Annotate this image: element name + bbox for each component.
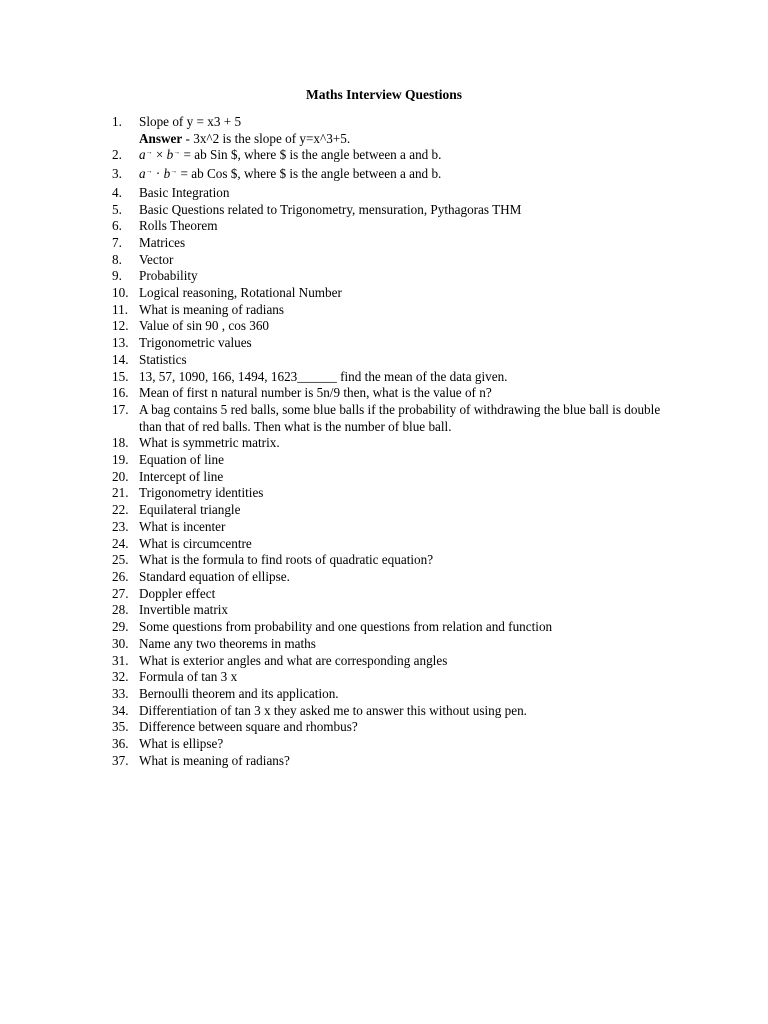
item-number: 20. — [112, 468, 129, 484]
item-text: 13, 57, 1090, 166, 1494, 1623______ find the mean of the data given. — [139, 368, 508, 384]
list-item-6 — [112, 218, 672, 235]
list-item-18 — [112, 435, 672, 452]
item-text: Value of sin 90 , cos 360 — [139, 318, 270, 334]
list-item-1 — [112, 114, 672, 131]
answer-line — [112, 131, 672, 148]
item-number: 26. — [112, 568, 129, 584]
item-number: 34. — [112, 702, 129, 718]
list-item-17 — [112, 402, 672, 435]
list-item-32 — [112, 669, 672, 686]
item-number: 8. — [112, 251, 122, 267]
item-number: 32. — [112, 669, 129, 685]
list-item-9 — [112, 268, 672, 285]
answer-text: - 3x^2 is the slope of y=x^3+5. — [182, 130, 351, 146]
item-text: Invertible matrix — [139, 602, 228, 618]
item-number: 16. — [112, 385, 129, 401]
list-item-10 — [112, 285, 672, 302]
item-number: 29. — [112, 619, 129, 635]
item-number: 28. — [112, 602, 129, 618]
item-number: 9. — [112, 268, 122, 284]
item-text: Vector — [139, 251, 174, 267]
item-text: Trigonometry identities — [139, 485, 264, 501]
list-item-35 — [112, 719, 672, 736]
item-text: Trigonometric values — [139, 335, 252, 351]
item-text: Statistics — [139, 351, 187, 367]
vector-a: a→ — [139, 166, 153, 182]
list-item-21 — [112, 485, 672, 502]
item-number: 17. — [112, 401, 129, 417]
list-item-37 — [112, 753, 672, 770]
list-item-31 — [112, 653, 672, 670]
item-text: Logical reasoning, Rotational Number — [139, 285, 342, 301]
list-item-15 — [112, 369, 672, 386]
item-number: 4. — [112, 184, 122, 200]
item-number: 35. — [112, 719, 129, 735]
answer-label: Answer — [139, 130, 183, 146]
item-text: What is meaning of radians? — [139, 752, 290, 768]
list-item-34 — [112, 703, 672, 720]
item-text: Doppler effect — [139, 585, 216, 601]
item-text: Probability — [139, 268, 198, 284]
list-item-8 — [112, 252, 672, 269]
cross-operator: × — [155, 147, 164, 163]
item-number: 27. — [112, 585, 129, 601]
question-list — [112, 114, 672, 769]
item-text: Slope of y = x3 + 5 — [139, 114, 242, 129]
item-number: 33. — [112, 685, 129, 701]
item-text: = ab Sin $, where $ is the angle between a and b. — [183, 147, 442, 163]
item-text: Basic Integration — [139, 184, 230, 200]
list-item-30 — [112, 636, 672, 653]
item-number: 23. — [112, 518, 129, 534]
item-text: Bernoulli theorem and its application. — [139, 685, 339, 701]
list-item-24 — [112, 536, 672, 553]
item-number: 36. — [112, 736, 129, 752]
item-number: 3. — [112, 166, 122, 182]
list-item-36 — [112, 736, 672, 753]
list-item-33 — [112, 686, 672, 703]
item-number: 19. — [112, 452, 129, 468]
vector-b: b→ — [166, 147, 181, 163]
list-item-3 — [112, 166, 672, 185]
item-number: 2. — [112, 147, 122, 163]
item-text: Intercept of line — [139, 468, 224, 484]
item-number: 7. — [112, 234, 122, 250]
list-item-19 — [112, 452, 672, 469]
item-number: 15. — [112, 368, 129, 384]
item-number: 18. — [112, 435, 129, 451]
item-number: 22. — [112, 502, 129, 518]
list-item-20 — [112, 469, 672, 486]
list-item-12 — [112, 318, 672, 335]
list-item-4 — [112, 185, 672, 202]
item-text: Mean of first n natural number is 5n/9 then, what is the value of n? — [139, 385, 492, 401]
item-text: What is the formula to find roots of quadratic equation? — [139, 552, 434, 568]
item-number: 13. — [112, 335, 129, 351]
list-item-16 — [112, 385, 672, 402]
list-item-25 — [112, 552, 672, 569]
list-item-29 — [112, 619, 672, 636]
item-number: 10. — [112, 285, 129, 301]
item-text: Matrices — [139, 234, 186, 250]
item-text: What is meaning of radians — [139, 301, 285, 317]
item-number: 12. — [112, 318, 129, 334]
item-text: Difference between square and rhombus? — [139, 719, 358, 735]
list-item-27 — [112, 586, 672, 603]
item-text: Standard equation of ellipse. — [139, 568, 290, 584]
list-item-13 — [112, 335, 672, 352]
item-text: Equation of line — [139, 452, 224, 468]
item-text: Formula of tan 3 x — [139, 669, 238, 685]
page-title: Maths Interview Questions — [306, 87, 462, 102]
item-text: What is circumcentre — [139, 535, 252, 551]
item-number: 37. — [112, 752, 129, 768]
item-number: 25. — [112, 552, 129, 568]
list-item-5 — [112, 202, 672, 219]
vector-a: a→ — [139, 147, 153, 163]
item-text: Basic Questions related to Trigonometry, mensuration, Pythagoras THM — [139, 201, 522, 217]
item-text: A bag contains 5 red balls, some blue balls if the probability of withdrawing the blue ball is double than that of red balls. Then what is the number of blue ball. — [139, 401, 661, 434]
dot-operator: · — [155, 166, 161, 182]
item-text: Differentiation of tan 3 x they asked me to answer this without using pen. — [139, 702, 527, 718]
item-text: = ab Cos $, where $ is the angle between a and b. — [180, 166, 442, 182]
item-text: What is ellipse? — [139, 736, 224, 752]
list-item-23 — [112, 519, 672, 536]
item-number: 6. — [112, 218, 122, 234]
list-item-22 — [112, 502, 672, 519]
item-text: Equilateral triangle — [139, 502, 241, 518]
list-item-28 — [112, 602, 672, 619]
item-text: Rolls Theorem — [139, 218, 218, 234]
vector-b: b→ — [163, 166, 178, 182]
item-number: 11. — [112, 301, 128, 317]
item-text: What is incenter — [139, 518, 226, 534]
item-number: 31. — [112, 652, 129, 668]
item-number: 1. — [112, 114, 122, 129]
item-number: 14. — [112, 351, 129, 367]
item-number: 5. — [112, 201, 122, 217]
list-item-11 — [112, 302, 672, 319]
item-text: What is symmetric matrix. — [139, 435, 280, 451]
list-item-7 — [112, 235, 672, 252]
item-text: What is exterior angles and what are corresponding angles — [139, 652, 448, 668]
item-text: Name any two theorems in maths — [139, 635, 316, 651]
list-item-26 — [112, 569, 672, 586]
list-item-14 — [112, 352, 672, 369]
item-number: 24. — [112, 535, 129, 551]
item-number: 30. — [112, 635, 129, 651]
list-item-2 — [112, 147, 672, 166]
item-number: 21. — [112, 485, 129, 501]
item-text: Some questions from probability and one questions from relation and function — [139, 619, 553, 635]
